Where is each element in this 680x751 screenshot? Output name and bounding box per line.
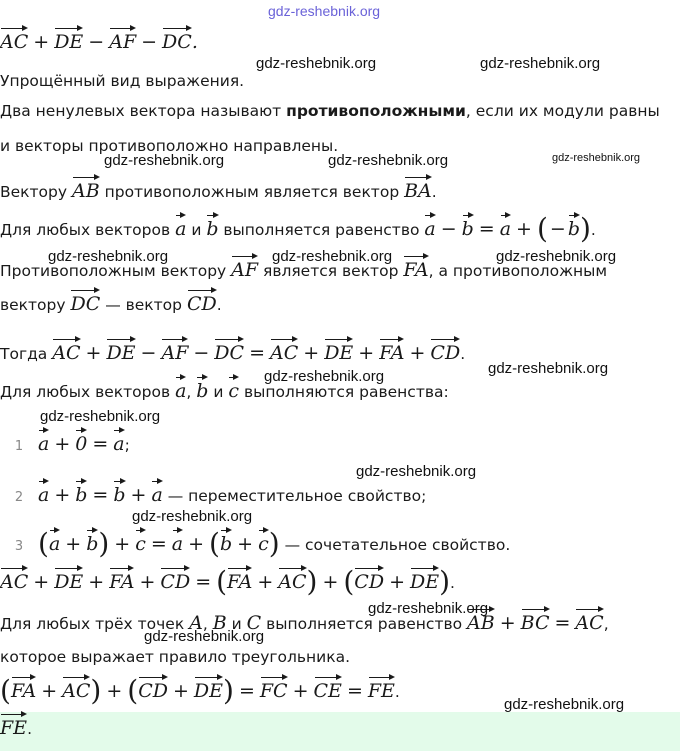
watermark: gdz-reshebnik.org: [264, 368, 385, 385]
simplified-label: Упрощённый вид выражения.: [0, 72, 245, 90]
watermark: gdz-reshebnik.org: [504, 696, 625, 713]
watermark: gdz-reshebnik.org: [132, 508, 253, 525]
laws-intro-line: Для любых векторов a, b и c выполняются равенства:: [0, 375, 449, 401]
then-line: Тогда AC + DE − AF − DC = AC + DE + FA + CD.: [0, 337, 465, 364]
watermark: gdz-reshebnik.org: [552, 152, 641, 164]
triangle-rule-line-1: Для любых трёх точек A, B и C выполняется равенство AB + BC = AC,: [0, 607, 609, 634]
subtraction-rule-line: Для любых векторов a и b выполняется равенство a − b = a + ( − b).: [0, 212, 596, 245]
watermark: gdz-reshebnik.org: [488, 360, 609, 377]
expression-line: AC + DE − AF − DC.: [0, 26, 198, 53]
watermark: gdz-reshebnik.org: [144, 628, 265, 645]
watermark: gdz-reshebnik.org: [256, 55, 377, 72]
triangle-rule-line-2: которое выражает правило треугольника.: [0, 648, 351, 666]
law-2: 2 a + b = b + a — переместительное свойство;: [0, 479, 426, 506]
answer-line: FE.: [0, 712, 32, 738]
opposite-af-line-2: вектору DC — вектор CD.: [0, 288, 222, 314]
answer-highlight: [0, 712, 680, 751]
watermark: gdz-reshebnik.org: [48, 248, 169, 265]
watermark: gdz-reshebnik.org: [496, 248, 617, 265]
watermark: gdz-reshebnik.org: [104, 152, 225, 169]
definition-line-1: Два ненулевых вектора называют противоположными, если их модули равны: [0, 102, 660, 120]
regroup-line: AC + DE + FA + CD = (FA + AC) + (CD + DE).: [0, 565, 455, 598]
watermark: gdz-reshebnik.org: [480, 55, 601, 72]
watermark: gdz-reshebnik.org: [356, 463, 477, 480]
law-3: 3 (a + b) + c = a + (b + c) — сочетательное свойство.: [14, 527, 511, 560]
watermark: gdz-reshebnik.org: [268, 3, 381, 19]
opposite-ab-line: Вектору AB противоположным является вектор BA.: [0, 175, 437, 201]
watermark: gdz-reshebnik.org: [40, 408, 161, 425]
opposite-af-line-1: Противоположным вектору AF является вектор FA, а противоположным: [0, 254, 607, 280]
watermark: gdz-reshebnik.org: [368, 600, 489, 617]
watermark: gdz-reshebnik.org: [328, 152, 449, 169]
watermark: gdz-reshebnik.org: [272, 248, 393, 265]
law-1: 1 a + 0 = a;: [0, 428, 130, 455]
definition-line-2: и векторы противоположно направлены.: [0, 137, 339, 155]
final-sum-line: (FA + AC) + (CD + DE) = FC + CE = FE.: [0, 674, 400, 707]
